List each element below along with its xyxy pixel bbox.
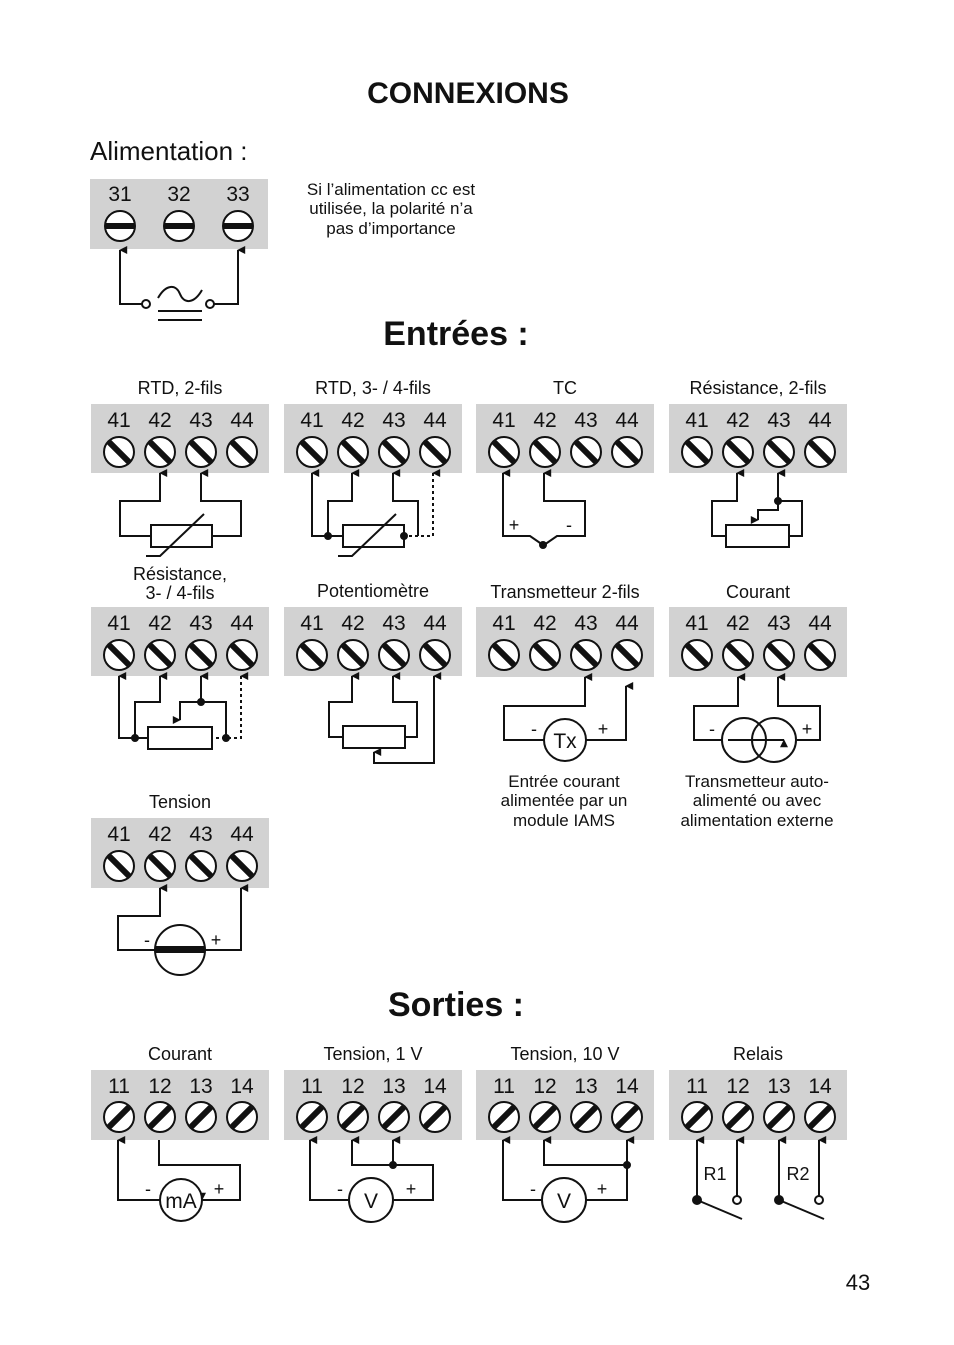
tx-symbol-label: Tx (553, 730, 577, 753)
screw-terminal-33 (223, 211, 253, 241)
out-v10-minus-label: - (530, 1179, 536, 1199)
terminal-number-label: 44 (808, 409, 832, 432)
screw-terminal (612, 640, 642, 670)
power-section (90, 136, 475, 320)
terminal-number-label: 42 (148, 823, 172, 846)
out-v1-minus-label: - (337, 1179, 343, 1199)
screw-terminal (805, 437, 835, 467)
screw-terminal (227, 437, 257, 467)
volt-wiring (118, 888, 241, 975)
screw-terminal (682, 1102, 712, 1132)
screw-terminal (682, 437, 712, 467)
screw-terminal (379, 437, 409, 467)
input-block-tc-title: TC (553, 378, 577, 398)
terminal-number-label: 42 (341, 409, 365, 432)
terminal-number-label: 43 (767, 409, 791, 432)
power-wiring (120, 250, 238, 320)
input-block-tx2-title: Transmetteur 2-fils (490, 582, 640, 602)
terminal-number-label: 42 (726, 409, 750, 432)
screw-terminal (104, 640, 134, 670)
screw-terminal (338, 640, 368, 670)
terminal-number-label: 41 (685, 409, 709, 432)
tx2-minus-label: - (531, 719, 537, 739)
screw-terminal (420, 1102, 450, 1132)
terminal-number-label: 14 (615, 1075, 639, 1098)
svg-text:utilisée, la polarité n’a: utilisée, la polarité n’a (309, 199, 473, 218)
input-block-volt (91, 792, 269, 888)
terminal-number-label: 12 (148, 1075, 172, 1098)
screw-terminal (379, 640, 409, 670)
terminal-number-label: 43 (382, 612, 406, 635)
page-title: CONNEXIONS (367, 77, 569, 110)
screw-terminal (489, 1102, 519, 1132)
screw-terminal (379, 1102, 409, 1132)
svg-text:alimentation externe: alimentation externe (680, 811, 834, 830)
terminal-number-label: 11 (493, 1075, 515, 1098)
svg-text:pas d’importance: pas d’importance (326, 219, 456, 238)
potentiometer (343, 726, 405, 748)
screw-terminal (227, 640, 257, 670)
terminal-number-label: 41 (492, 409, 516, 432)
res2-wiring (712, 473, 802, 547)
out-v1-plus-label: + (405, 1179, 417, 1199)
svg-text:Transmetteur auto-: Transmetteur auto- (685, 772, 829, 791)
screw-terminal (227, 851, 257, 881)
terminal-number-label: 44 (808, 612, 832, 635)
screw-terminal (186, 851, 216, 881)
terminal-number-label: 11 (686, 1075, 708, 1098)
v10-symbol-label: V (556, 1190, 572, 1213)
terminal-number-label: 41 (492, 612, 516, 635)
screw-terminal (612, 1102, 642, 1132)
screw-terminal (530, 1102, 560, 1132)
pot-wiring (329, 676, 434, 763)
terminal-number-label: 42 (533, 612, 557, 635)
input-block-pot (284, 581, 462, 676)
terminal-number-label: 41 (107, 409, 131, 432)
tx2-note (501, 772, 628, 830)
relay-r1-label: R1 (703, 1164, 727, 1184)
screw-terminal (338, 1102, 368, 1132)
terminal-number-label: 11 (108, 1075, 130, 1098)
tc-minus-label: - (566, 515, 572, 535)
terminal-number-label: 41 (685, 612, 709, 635)
screw-terminal (104, 851, 134, 881)
screw-terminal (530, 640, 560, 670)
terminal-number-label: 44 (423, 612, 447, 635)
terminal-number-label: 42 (341, 612, 365, 635)
terminal-number-label: 44 (230, 823, 254, 846)
cur-plus-label: + (801, 719, 813, 739)
screw-terminal (297, 437, 327, 467)
terminal-number-label: 13 (382, 1075, 406, 1098)
screw-terminal (145, 640, 175, 670)
outputs-heading: Sorties : (387, 986, 525, 1024)
screw-terminal (420, 640, 450, 670)
screw-terminal (489, 437, 519, 467)
res34-wiring (119, 676, 241, 749)
terminal-number-label: 11 (301, 1075, 323, 1098)
terminal-number-label: 43 (189, 612, 213, 635)
terminal-31-label: 31 (108, 183, 132, 206)
screw-terminal (297, 1102, 327, 1132)
terminal-number-label: 13 (574, 1075, 598, 1098)
svg-text:module IAMS: module IAMS (512, 811, 616, 830)
rtd34-wiring (312, 473, 433, 556)
v1-symbol-label: V (363, 1190, 379, 1213)
screw-terminal-32 (164, 211, 194, 241)
input-block-cur (669, 582, 847, 677)
out-cur-minus-label: - (145, 1179, 151, 1199)
input-block-rtd2 (91, 378, 269, 473)
screw-terminal (805, 640, 835, 670)
input-block-rtd34 (284, 378, 462, 473)
output-block-cur-title: Courant (147, 1044, 213, 1064)
screw-terminal (764, 640, 794, 670)
output-terminal-blocks (91, 1044, 847, 1140)
rtd2-wiring (120, 473, 241, 556)
screw-terminal (186, 437, 216, 467)
terminal-number-label: 14 (230, 1075, 254, 1098)
cur-note (680, 772, 833, 830)
volt-plus-label: + (210, 930, 222, 950)
svg-text:alimenté ou avec: alimenté ou avec (692, 791, 822, 810)
power-heading: Alimentation : (90, 136, 248, 166)
terminal-number-label: 43 (574, 409, 598, 432)
output-block-relay (669, 1044, 847, 1140)
terminal-32-label: 32 (167, 183, 191, 206)
input-block-volt-title: Tension (148, 792, 212, 812)
output-block-v10 (476, 1044, 654, 1140)
screw-terminal (612, 437, 642, 467)
tc-plus-label: + (508, 515, 520, 535)
relay-r2-label: R2 (786, 1164, 810, 1184)
screw-terminal (764, 437, 794, 467)
terminal-number-label: 44 (423, 409, 447, 432)
screw-terminal (145, 851, 175, 881)
terminal-number-label: 42 (148, 612, 172, 635)
screw-terminal (145, 1102, 175, 1132)
input-block-res34-title: Résistance, (132, 564, 228, 584)
screw-terminal (145, 437, 175, 467)
screw-terminal (723, 640, 753, 670)
screw-terminal (682, 640, 712, 670)
svg-text:Entrée courant: Entrée courant (508, 772, 620, 791)
tc-wiring (503, 473, 585, 548)
inputs-heading: Entrées : (383, 315, 529, 353)
screw-terminal (297, 640, 327, 670)
input-block-rtd2-title: RTD, 2-fils (137, 378, 223, 398)
terminal-number-label: 13 (767, 1075, 791, 1098)
terminal-number-label: 13 (189, 1075, 213, 1098)
terminal-number-label: 43 (189, 823, 213, 846)
power-note (307, 180, 475, 238)
terminal-number-label: 42 (148, 409, 172, 432)
ma-label: mA (165, 1190, 197, 1213)
terminal-number-label: 43 (574, 612, 598, 635)
terminal-number-label: 44 (230, 409, 254, 432)
out-v10-plus-label: + (596, 1179, 608, 1199)
output-block-relay-title: Relais (732, 1044, 784, 1064)
output-block-v10-title: Tension, 10 V (510, 1044, 620, 1064)
terminal-number-label: 41 (107, 823, 131, 846)
terminal-number-label: 43 (382, 409, 406, 432)
screw-terminal (764, 1102, 794, 1132)
input-block-cur-title: Courant (725, 582, 791, 602)
svg-text:alimentée par un: alimentée par un (500, 791, 628, 810)
terminal-number-label: 41 (300, 409, 324, 432)
screw-terminal (186, 1102, 216, 1132)
input-block-pot-title: Potentiomètre (316, 581, 430, 601)
input-block-tc (476, 378, 654, 473)
input-block-tx2 (476, 582, 654, 677)
output-block-v1-title: Tension, 1 V (323, 1044, 423, 1064)
input-block-rtd34-title: RTD, 3- / 4-fils (315, 378, 431, 398)
screw-terminal (723, 1102, 753, 1132)
terminal-number-label: 42 (726, 612, 750, 635)
terminal-number-label: 42 (533, 409, 557, 432)
screw-terminal (571, 640, 601, 670)
screw-terminal (338, 437, 368, 467)
terminal-number-label: 41 (300, 612, 324, 635)
terminal-number-label: 14 (808, 1075, 832, 1098)
terminal-number-label: 44 (230, 612, 254, 635)
terminal-number-label: 12 (341, 1075, 365, 1098)
terminal-number-label: 43 (767, 612, 791, 635)
terminal-number-label: 12 (726, 1075, 750, 1098)
input-block-res2-title: Résistance, 2-fils (689, 378, 827, 398)
screw-terminal (805, 1102, 835, 1132)
screw-terminal (571, 437, 601, 467)
screw-terminal (723, 437, 753, 467)
resistor (726, 525, 789, 547)
output-block-v1 (284, 1044, 462, 1140)
terminal-number-label: 43 (189, 409, 213, 432)
tx2-plus-label: + (597, 719, 609, 739)
terminal-33-label: 33 (226, 183, 250, 206)
input-block-res34 (91, 564, 269, 676)
screw-terminal (420, 437, 450, 467)
screw-terminal (104, 1102, 134, 1132)
terminal-number-label: 12 (533, 1075, 557, 1098)
terminal-number-label: 14 (423, 1075, 447, 1098)
screw-terminal-31 (105, 211, 135, 241)
terminal-number-label: 44 (615, 612, 639, 635)
screw-terminal (104, 437, 134, 467)
resistor (148, 727, 212, 749)
screw-terminal (489, 640, 519, 670)
screw-terminal (571, 1102, 601, 1132)
screw-terminal (227, 1102, 257, 1132)
svg-text:Si l’alimentation cc est: Si l’alimentation cc est (306, 180, 476, 199)
output-block-cur (91, 1044, 269, 1140)
volt-minus-label: - (144, 930, 150, 950)
input-block-res34-title: 3- / 4-fils (145, 583, 215, 603)
cur-minus-label: - (709, 719, 715, 739)
terminal-number-label: 41 (107, 612, 131, 635)
screw-terminal (186, 640, 216, 670)
input-block-res2 (669, 378, 847, 473)
terminal-number-label: 44 (615, 409, 639, 432)
screw-terminal (530, 437, 560, 467)
out-cur-plus-label: + (213, 1179, 225, 1199)
page-number: 43 (845, 1270, 871, 1295)
